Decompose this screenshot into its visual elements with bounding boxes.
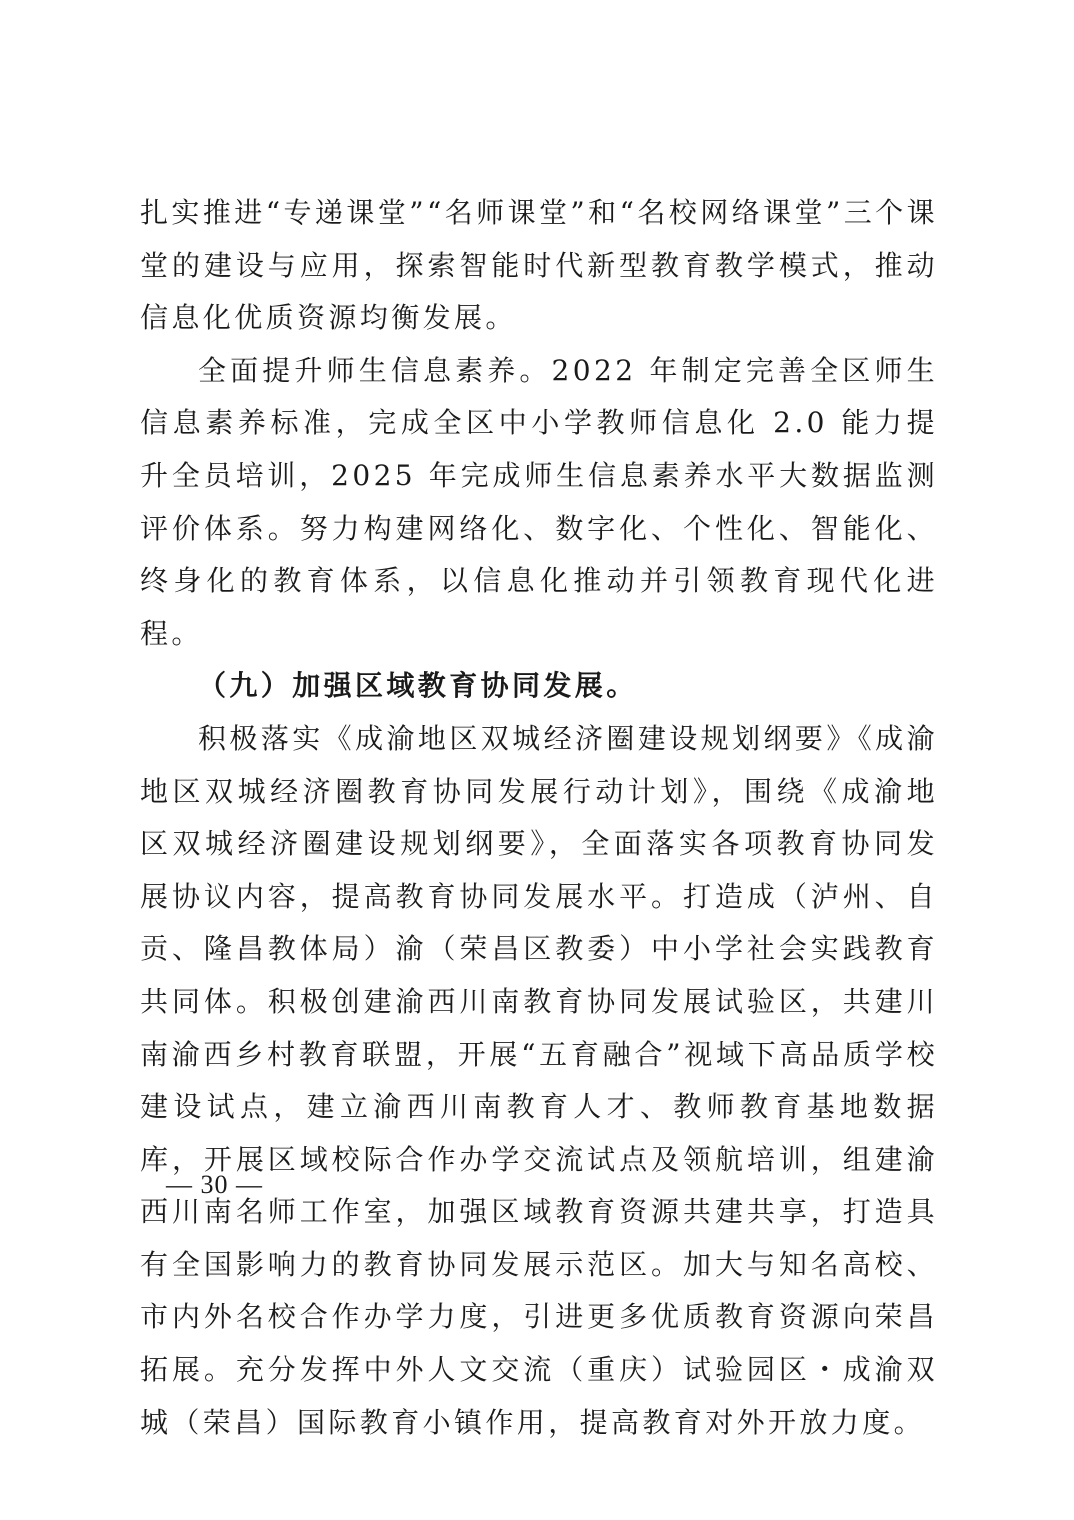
paragraph-continued: 扎实推进“专递课堂”“名师课堂”和“名校网络课堂”三个课堂的建设与应用，探索智能时代新型教育教学模式，推动信息化优质资源均衡发展。 xyxy=(140,196,938,335)
document-body xyxy=(140,187,938,1449)
paragraph-information-literacy: 全面提升师生信息素养。2022 年制定完善全区师生信息素养标准，完成全区中小学教师信息化 2.0 能力提升全员培训，2025 年完成师生信息素养水平大数据监测评价体系。努力构建网络化、数字化、个性化、智能化、终身化的教育体系，以信息化推动并引领教育现代化进程。 xyxy=(140,353,938,650)
paragraph-regional-cooperation: 积极落实《成渝地区双城经济圈建设规划纲要》《成渝地区双城经济圈教育协同发展行动计划》，围绕《成渝地区双城经济圈建设规划纲要》，全面落实各项教育协同发展协议内容，提高教育协同发展水平。打造成（泸州、自贡、隆昌教体局）渝（荣昌区教委）中小学社会实践教育共同体。积极创建渝西川南教育协同发展试验区，共建川南渝西乡村教育联盟，开展“五育融合”视域下高品质学校建设试点，建立渝西川南教育人才、教师教育基地数据库，开展区域校际合作办学交流试点及领航培训，组建渝西川南名师工作室，加强区域教育资源共建共享，打造具有全国影响力的教育协同发展示范区。加大与知名高校、市内外名校合作办学力度，引进更多优质教育资源向荣昌拓展。充分发挥中外人文交流（重庆）试验园区・成渝双城（荣昌）国际教育小镇作用，提高教育对外开放力度。 xyxy=(140,721,938,1439)
page-number: — 30 — xyxy=(166,1170,263,1199)
section-heading: （九）加强区域教育协同发展。 xyxy=(198,669,638,703)
